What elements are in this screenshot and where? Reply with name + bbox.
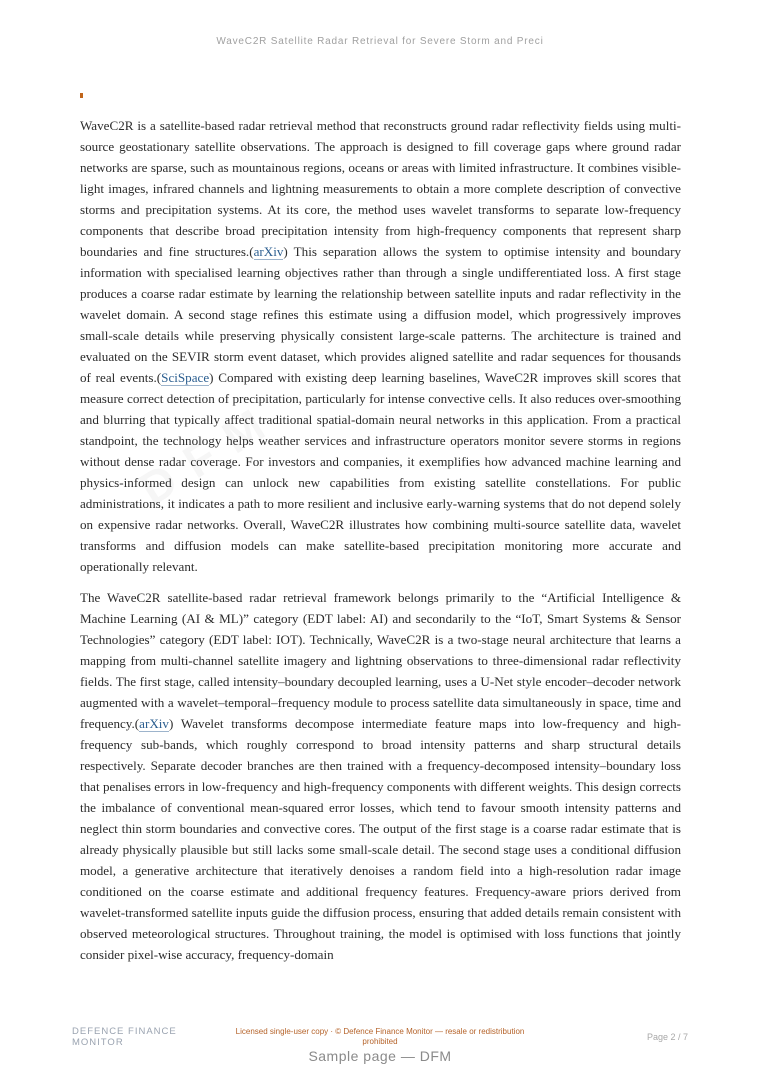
page-number: Page 2 / 7 <box>646 1032 688 1042</box>
sample-page-label: Sample page — DFM <box>308 1048 452 1064</box>
paragraph-text: The WaveC2R satellite-based radar retrieval framework belongs primarily to the “Artificial Intelligence & Machine Learning (AI & ML)” category (EDT label: AI) and secondarily to the “IoT, Smart Systems & Sensor Technologies” category (EDT label: IOT). Technically, WaveC2R is a two-stage neural architecture that learns a mapping from multi-channel satellite imagery and lightning observations to three-dimensional radar reflectivity fields. The first stage, called intensity–boundary decoupled learning, uses a U-Net style encoder–decoder network augmented with a wavelet–temporal–frequency module to process satellite data simultaneously in space, time and frequency. <box>80 590 681 731</box>
paragraph-text: Wavelet transforms decompose intermediate feature maps into low-frequency and high-frequency sub-bands, which roughly correspond to broad intensity patterns and sharp structural details respectively. Separate decoder branches are then trained with a frequency-decomposed intensity–boundary loss that penalises errors in low-frequency and high-frequency components with different weights. This design corrects the imbalance of conventional mean-squared error losses, which tend to favour smooth intensity patterns and neglect thin storm boundaries and convective cores. The output of the first stage is a coarse radar estimate that is already physically plausible but still lacks some small-scale detail. The second stage uses a conditional diffusion model, a generative architecture that iteratively denoises a random field into a high-resolution radar image conditioned on the coarse estimate and additional frequency features. Frequency-aware priors derived from wavelet-transformed satellite inputs guide the diffusion process, ensuring that added details remain consistent with observed meteorological structures. Throughout training, the model is optimised with loss functions that jointly consider pixel-wise accuracy, frequency-domain <box>80 716 681 962</box>
citation-bracket: ( <box>156 370 162 385</box>
citation-bracket: ) <box>209 370 214 385</box>
citation-bracket: ( <box>249 244 254 259</box>
section-marker <box>80 93 83 98</box>
citation-link[interactable]: arXiv <box>253 244 284 259</box>
body-paragraph <box>80 115 681 577</box>
footer-license-notice: Licensed single-user copy · © Defence Finance Monitor — resale or redistribution prohibited <box>235 1027 525 1046</box>
citation-bracket: ) <box>283 244 288 259</box>
paragraph-text: Compared with existing deep learning baselines, WaveC2R improves skill scores that measure correct detection of precipitation, particularly for intense convective cells. It also reduces over-smoothing and blurring that typically affect traditional spatial-domain neural networks in this application. From a practical standpoint, the technology helps weather services and infrastructure operators monitor severe storms in regions without dense radar coverage. For investors and companies, it exemplifies how advanced machine learning and physics-informed design can unlock new capabilities from existing satellite constellations. For public administrations, it indicates a path to more resilient and inclusive early-warning systems that do not depend solely on expensive radar networks. Overall, WaveC2R illustrates how combining multi-source satellite data, wavelet transforms and diffusion models can make satellite-based precipitation monitoring more accurate and operationally relevant. <box>80 370 681 574</box>
citation-bracket: ) <box>168 716 174 731</box>
citation-link[interactable]: arXiv <box>139 716 169 731</box>
footer-brand-line1: DEFENCE FINANCE <box>72 1026 177 1037</box>
citation-link[interactable]: SciSpace <box>161 370 210 385</box>
footer-brand-line2: MONITOR <box>72 1037 124 1048</box>
footer-brand <box>72 1026 177 1048</box>
body-text <box>80 115 681 975</box>
citation-bracket: ( <box>134 716 140 731</box>
running-header: WaveC2R Satellite Radar Retrieval for Severe Storm and Preci <box>216 36 544 47</box>
paragraph-text: This separation allows the system to optimise intensity and boundary information with specialised learning objectives rather than through a single undifferentiated loss. A first stage produces a coarse radar estimate by learning the relationship between satellite inputs and radar reflectivity in the wavelet domain. A second stage refines this estimate using a diffusion model, which progressively improves small-scale details while preserving physically consistent large-scale patterns. The architecture is trained and evaluated on the SEVIR storm event dataset, which provides aligned satellite and radar sequences for thousands of real events. <box>80 244 681 385</box>
body-paragraph <box>80 587 681 965</box>
paragraph-text: WaveC2R is a satellite-based radar retrieval method that reconstructs ground radar reflectivity fields using multi-source geostationary satellite observations. The approach is designed to fill coverage gaps where ground radar networks are sparse, such as mountainous regions, oceans or areas with limited infrastructure. It combines visible-light images, infrared channels and lightning measurements to obtain a more complete description of convective storms and precipitation systems. At its core, the method uses wavelet transforms to separate low-frequency components that describe broad precipitation intensity from high-frequency components that represent sharp boundaries and fine structures. <box>80 118 681 259</box>
